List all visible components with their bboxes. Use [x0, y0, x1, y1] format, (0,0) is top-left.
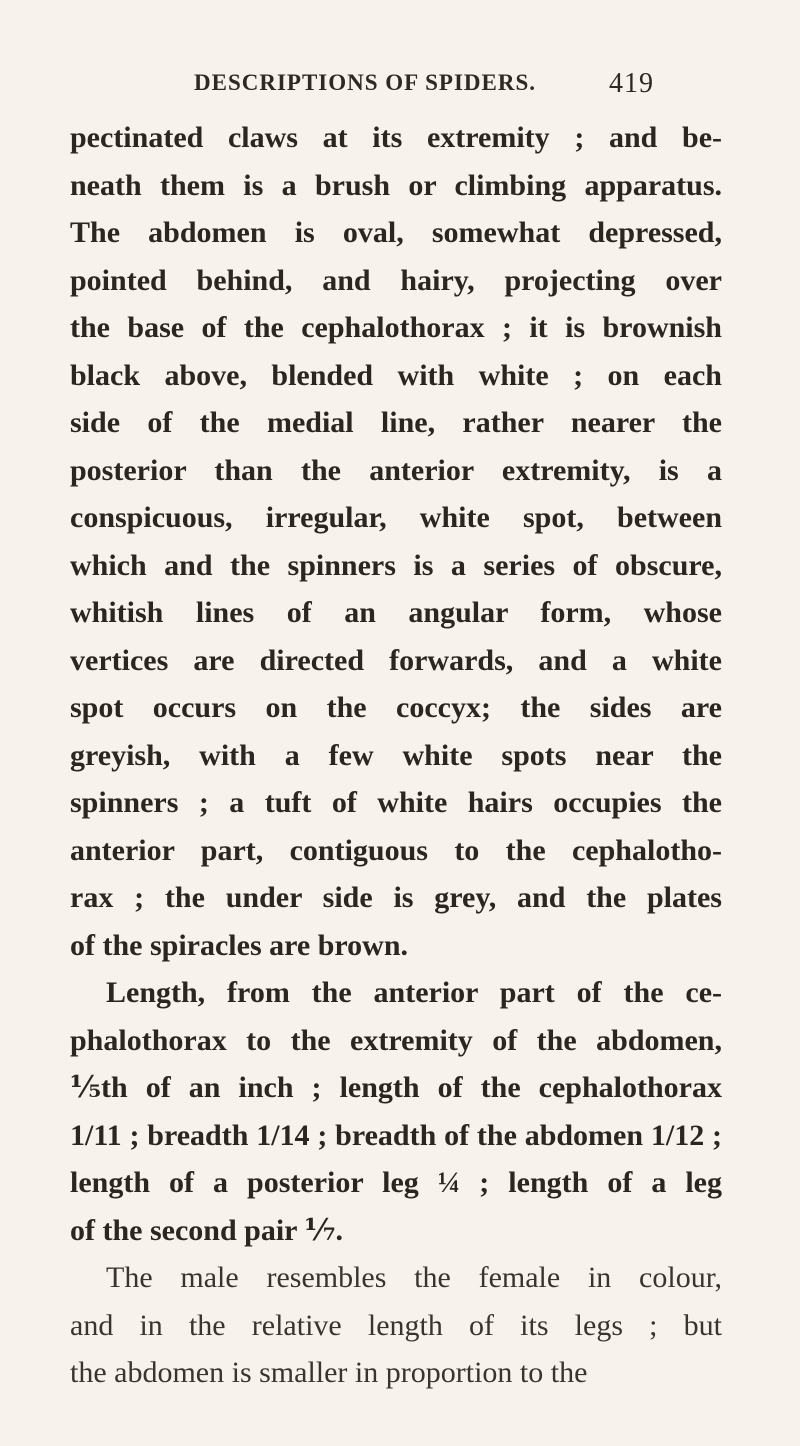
text-line: Length, from the anterior part of the ce-: [106, 976, 722, 1009]
text-line: pointed behind, and hairy, projecting over: [70, 263, 722, 297]
text-line: conspicuous, irregular, white spot, between: [70, 501, 722, 534]
text-line: which and the spinners is a series of obscure,: [70, 548, 722, 582]
body-text: [70, 114, 722, 1397]
text-line: of the spiracles are brown.: [70, 928, 409, 962]
text-line: pectinated claws at its extremity ; and be-: [70, 121, 722, 154]
text-line: the abdomen is smaller in proportion to the: [70, 1356, 588, 1389]
running-head-title: DESCRIPTIONS OF SPIDERS.: [194, 70, 537, 95]
text-line: The male resembles the female in colour,: [106, 1261, 722, 1294]
text-line: vertices are directed forwards, and a white: [70, 643, 722, 677]
text-line: spinners ; a tuft of white hairs occupies the: [70, 786, 722, 819]
text-line: whitish lines of an angular form, whose: [70, 596, 722, 629]
text-line: side of the medial line, rather nearer the: [70, 406, 722, 439]
page-number: 419: [609, 68, 654, 99]
text-line: 1/11 ; breadth 1/14 ; breadth of the abdomen 1/12 ;: [70, 1118, 722, 1152]
text-line: rax ; the under side is grey, and the plates: [70, 881, 722, 914]
text-line: length of a posterior leg ¼ ; length of a leg: [70, 1166, 722, 1199]
text-line: black above, blended with white ; on each: [70, 358, 722, 392]
text-line: anterior part, contiguous to the cephalotho-: [70, 833, 722, 867]
text-line: neath them is a brush or climbing apparatus.: [70, 168, 722, 202]
running-head: [194, 68, 654, 99]
text-line: and in the relative length of its legs ; but: [70, 1308, 722, 1342]
text-line: The abdomen is oval, somewhat depressed,: [70, 216, 722, 249]
text-line: the base of the cephalothorax ; it is brownish: [70, 311, 722, 344]
text-line: posterior than the anterior extremity, is a: [70, 453, 722, 487]
text-line: spot occurs on the coccyx; the sides are: [70, 691, 722, 724]
text-line: ⅕th of an inch ; length of the cephalothorax: [70, 1071, 722, 1104]
text-line: greyish, with a few white spots near the: [70, 738, 722, 772]
text-line: of the second pair ⅐.: [70, 1213, 344, 1247]
text-line: phalothorax to the extremity of the abdomen,: [70, 1023, 722, 1057]
